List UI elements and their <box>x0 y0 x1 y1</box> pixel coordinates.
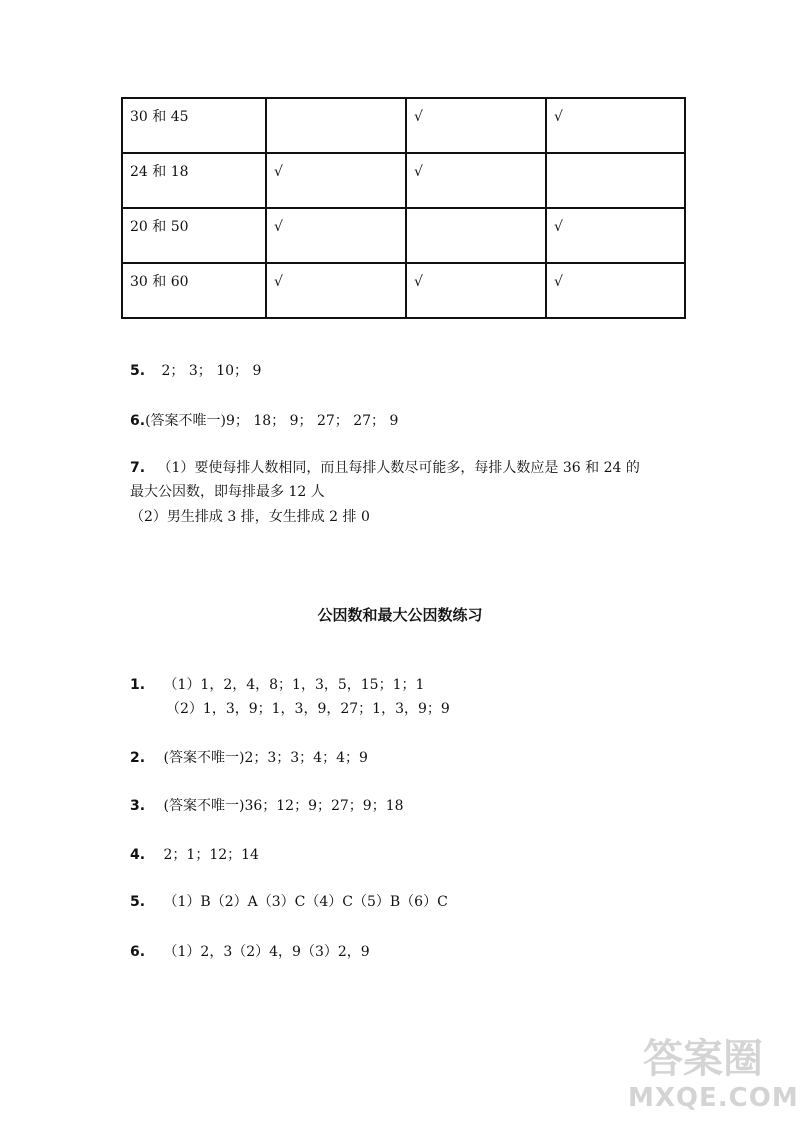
answer-7-line2: 最大公因数，即每排最多 12 人 <box>130 484 325 500</box>
question-number: 3. <box>130 798 146 814</box>
table-cell-check: √ <box>406 98 546 153</box>
question-number: 2. <box>130 750 146 766</box>
answer-text: (答案不唯一)36；12；9；27；9；18 <box>163 798 404 814</box>
question-number: 5. <box>130 363 146 379</box>
watermark-url: MXQE.COM <box>628 1083 799 1113</box>
table-cell-label: 24 和 18 <box>122 153 266 208</box>
answer-text: （1）B（2）A（3）C（4）C（5）B（6）C <box>163 894 448 910</box>
table-cell-check: √ <box>546 208 685 263</box>
answer-2-1-line2: （2）1，3，9；1，3，9，27；1，3，9；9 <box>166 701 450 717</box>
question-number: 5. <box>130 894 146 910</box>
table-cell-check <box>546 153 685 208</box>
answer-2-6 <box>130 943 370 961</box>
section-title: 公因数和最大公因数练习 <box>317 606 483 624</box>
answer-2-2 <box>130 749 368 767</box>
question-number: 6. <box>130 944 146 960</box>
answer-2-4 <box>130 846 259 864</box>
table-cell-label: 30 和 45 <box>122 98 266 153</box>
table-cell-check: √ <box>546 263 685 318</box>
answer-table <box>121 97 686 319</box>
question-number: 1. <box>130 677 146 693</box>
table-cell-check: √ <box>266 153 406 208</box>
answer-text: 2； 3； 10； 9 <box>161 363 262 379</box>
answer-text: （1）2，3（2）4，9（3）2，9 <box>163 944 370 960</box>
table-row <box>122 208 685 263</box>
table-row <box>122 98 685 153</box>
question-number: 4. <box>130 847 146 863</box>
table-cell-check: √ <box>266 263 406 318</box>
question-number: 6. <box>130 413 146 429</box>
table-cell-check: √ <box>266 208 406 263</box>
answer-text: （1）1，2，4，8；1，3，5，15；1；1 <box>163 677 425 693</box>
watermark-logo <box>628 1035 799 1113</box>
answer-7-line3: （2）男生排成 3 排，女生排成 2 排 0 <box>130 509 370 525</box>
question-number: 7. <box>130 460 146 476</box>
table-row <box>122 263 685 318</box>
table-cell-check <box>406 208 546 263</box>
watermark-text: 答案圈 <box>643 1036 763 1082</box>
answer-2-5 <box>130 893 448 911</box>
table-cell-check <box>266 98 406 153</box>
answer-2-1-line1 <box>130 676 424 694</box>
answer-text: (答案不唯一)2；3；3；4；4；9 <box>163 750 368 766</box>
answer-text: 2；1；12；14 <box>163 847 259 863</box>
table-cell-check: √ <box>406 153 546 208</box>
table-cell-label: 20 和 50 <box>122 208 266 263</box>
table-row <box>122 153 685 208</box>
table-cell-check: √ <box>406 263 546 318</box>
answer-2-3 <box>130 797 404 815</box>
answer-5 <box>130 362 261 380</box>
table-cell-label: 30 和 60 <box>122 263 266 318</box>
answer-6 <box>130 412 398 430</box>
answer-text: (答案不唯一)9； 18； 9； 27； 27； 9 <box>145 413 399 429</box>
answer-7-line1 <box>130 459 640 477</box>
answer-text: （1）要使每排人数相同，而且每排人数尽可能多，每排人数应是 36 和 24 的 <box>157 460 640 476</box>
table-cell-check: √ <box>546 98 685 153</box>
